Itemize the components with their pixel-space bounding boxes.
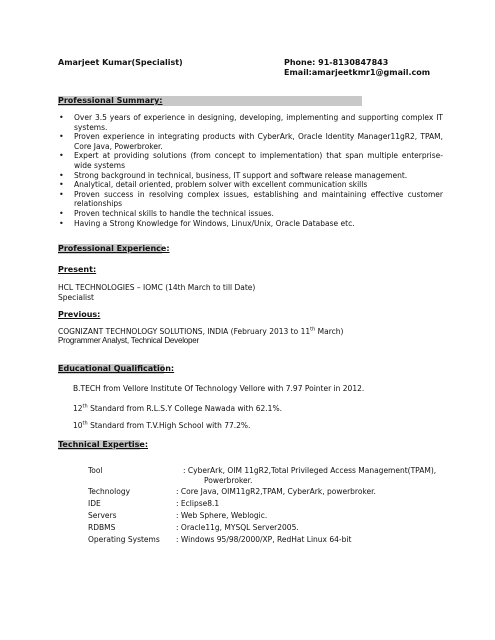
list-item: • Strong background in technical, business, IT support and software release management. xyxy=(59,170,408,180)
bullet-icon: • xyxy=(59,180,64,190)
bullet-icon: • xyxy=(59,132,64,142)
servers-label: Servers xyxy=(88,511,117,520)
education-twelfth: 12th Standard from R.L.S.Y College Nawada with 62.1%. xyxy=(73,403,282,413)
os-label: Operating Systems xyxy=(88,535,160,544)
list-item: • Proven technical skills to handle the technical issues. xyxy=(59,208,274,218)
previous-role: Programmer Analyst, Technical Developer xyxy=(58,336,200,345)
rdbms-label: RDBMS xyxy=(88,523,116,532)
present-company: HCL TECHNOLOGIES – IOMC (14th March to till Date) xyxy=(58,283,256,292)
list-item: • Over 3.5 years of experience in designing, developing, implementing and supporting complex IT systems. xyxy=(59,113,443,132)
candidate-name: Amarjeet Kumar(Specialist) xyxy=(58,58,183,67)
bullet-icon: • xyxy=(59,170,64,180)
education-tenth: 10th Standard from T.V.High School with 77.2%. xyxy=(73,420,251,430)
bullet-icon: • xyxy=(59,113,64,122)
tool-value-continued: Powerbroker. xyxy=(204,476,253,485)
ide-value: : Eclipse8.1 xyxy=(176,499,220,508)
list-item: • Analytical, detail oriented, problem solver with excellent communication skills xyxy=(59,180,368,190)
present-heading: Present: xyxy=(58,265,97,274)
technology-value: : Core Java, OIM11gR2,TPAM, CyberArk, powerbroker. xyxy=(176,487,376,496)
list-item: • Expert at providing solutions (from concept to implementation) that span multiple enterprise-wide systems xyxy=(59,151,443,170)
list-item: • Proven experience in integrating products with CyberArk, Oracle Identity Manager11gR2, TPAM, Core Java, Powerbroker. xyxy=(59,132,443,151)
summary-heading: Professional Summary: xyxy=(58,96,163,105)
technical-heading: Technical Expertise: xyxy=(58,440,149,449)
ide-label: IDE xyxy=(88,499,101,508)
bullet-icon: • xyxy=(59,208,64,218)
tool-value: : CyberArk, OIM 11gR2,Total Privileged Access Management(TPAM), xyxy=(183,466,437,475)
rdbms-value: : Oracle11g, MYSQL Server2005. xyxy=(176,523,299,532)
bullet-icon: • xyxy=(59,189,64,199)
list-item: • Having a Strong Knowledge for Windows, Linux/Unix, Oracle Database etc. xyxy=(59,218,355,228)
previous-heading: Previous: xyxy=(58,310,101,319)
email-address: Email:amarjeetkmr1@gmail.com xyxy=(284,68,431,77)
list-item: • Proven success in resolving complex issues, establishing and maintaining effective customer relationships xyxy=(59,189,443,209)
previous-company: COGNIZANT TECHNOLOGY SOLUTIONS, INDIA (February 2013 to 11th March) xyxy=(58,326,344,336)
technology-label: Technology xyxy=(88,487,131,496)
bullet-icon: • xyxy=(59,151,64,161)
summary-list xyxy=(58,113,443,228)
tool-label: Tool xyxy=(88,466,103,475)
education-heading: Educational Qualification: xyxy=(58,364,175,373)
present-role: Specialist xyxy=(58,293,94,302)
phone-number: Phone: 91-8130847843 xyxy=(284,58,389,67)
bullet-icon: • xyxy=(59,218,64,228)
servers-value: : Web Sphere, Weblogic. xyxy=(176,511,268,520)
education-btech: B.TECH from Vellore Institute Of Technology Vellore with 7.97 Pointer in 2012. xyxy=(73,384,365,393)
experience-heading: Professional Experience: xyxy=(58,244,170,253)
os-value: : Windows 95/98/2000/XP, RedHat Linux 64-bit xyxy=(176,535,352,544)
